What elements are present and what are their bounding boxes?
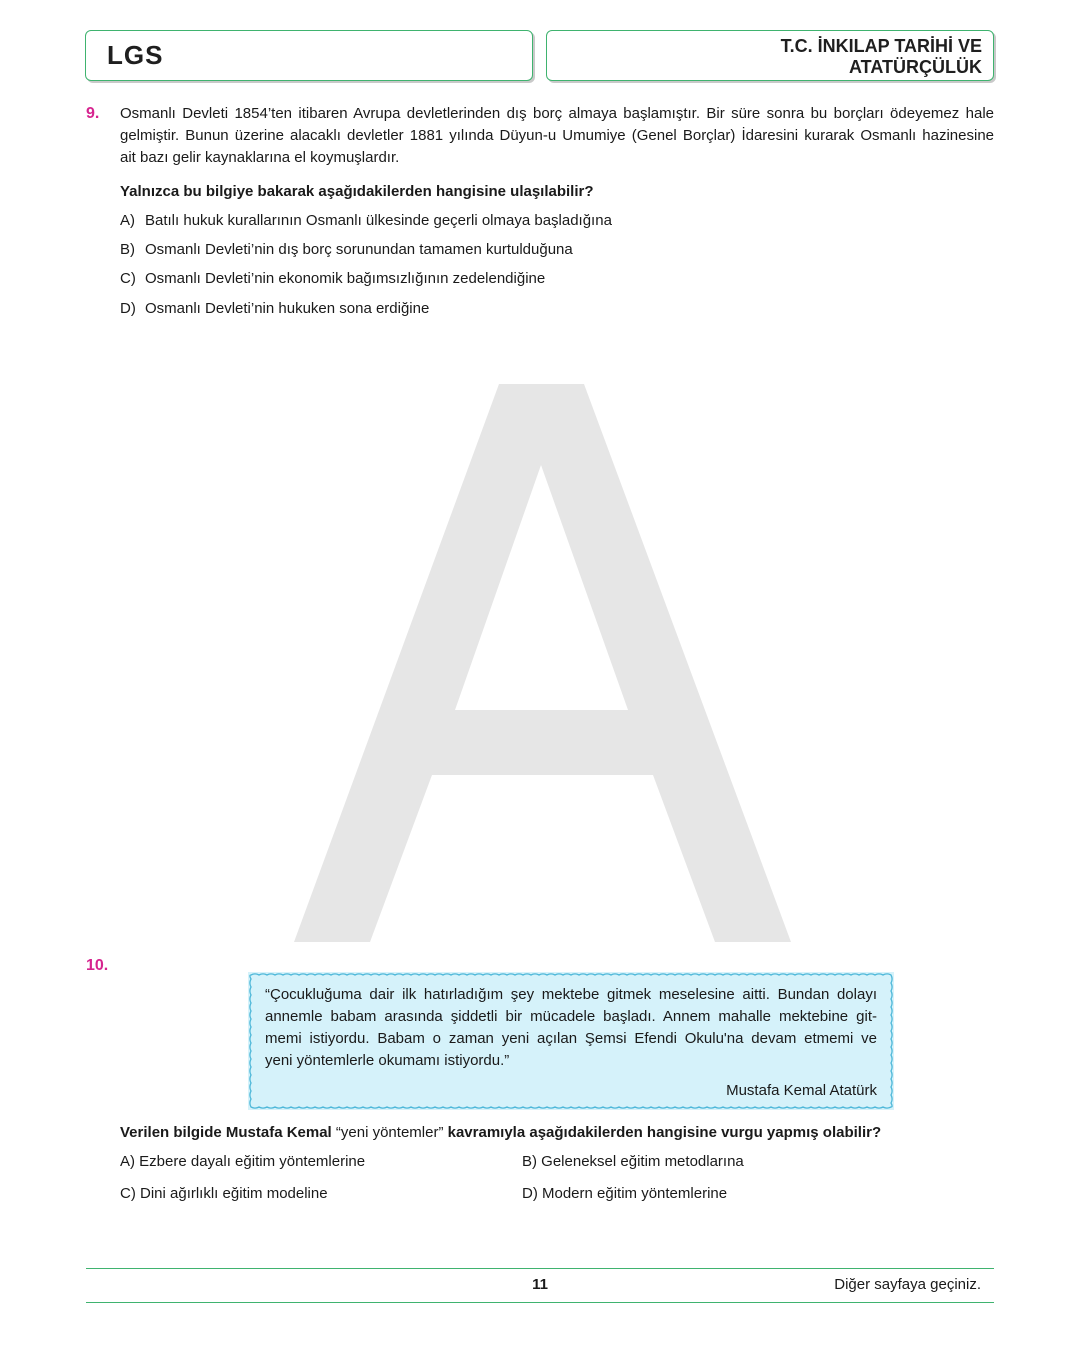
question-9-line-1: Osmanlı Devleti 1854’ten itibaren Avrupa devletlerinden dış borç almaya başlamıştır. Bir süre sonra bu borçları ödeyemez hale	[120, 105, 994, 122]
question-10-ask	[120, 1124, 881, 1141]
subject-line-1: T.C. İNKILAP TARİHİ VE	[780, 36, 982, 56]
watermark-shape	[294, 384, 791, 942]
option-text: Modern eğitim yöntemlerine	[542, 1185, 728, 1202]
question-9-line-2: gelmiştir. Bunun üzerine alacaklı devletler 1881 yılında Düyun-u Umumiye (Genel Borçlar) İdaresini kurarak Osmanlı hazinesine	[120, 127, 994, 144]
page-number: 11	[532, 1276, 548, 1293]
option-text: Batılı hukuk kurallarının Osmanlı ülkesinde geçerli olmaya başladığına	[145, 212, 612, 229]
option-letter: A)	[120, 212, 135, 229]
option-letter: B)	[120, 241, 135, 258]
quote-author: Mustafa Kemal Atatürk	[726, 1082, 877, 1099]
question-10-option-b[interactable]	[522, 1153, 744, 1170]
option-letter: D)	[522, 1185, 538, 1202]
footer-bottom-rule	[86, 1302, 994, 1303]
question-10-option-c[interactable]	[120, 1185, 328, 1202]
quote-line-3: memi istiyordu. Babam o zaman yeni açılan Şemsi Efendi Okulu'na devam etmemi ve	[265, 1030, 877, 1047]
question-9-ask: Yalnızca bu bilgiye bakarak aşağıdakilerden hangisine ulaşılabilir?	[120, 183, 594, 200]
question-9-text	[120, 103, 994, 169]
question-10-ask-part2: kavramıyla aşağıdakilerden hangisine vurgu yapmış olabilir?	[447, 1124, 882, 1141]
quote-line-1: “Çocukluğuma dair ilk hatırladığım şey mektebe gitmek meselesine aitti. Bundan dolayı	[265, 986, 877, 1003]
next-page-note: Diğer sayfaya geçiniz.	[834, 1276, 981, 1293]
option-text: Dini ağırlıklı eğitim modeline	[140, 1185, 328, 1202]
option-text: Ezbere dayalı eğitim yöntemlerine	[139, 1153, 366, 1170]
option-letter: A)	[120, 1153, 135, 1170]
header-subject-box	[546, 30, 994, 81]
option-letter: C)	[120, 270, 136, 287]
question-10-option-d[interactable]	[522, 1185, 727, 1202]
option-text: Osmanlı Devleti’nin ekonomik bağımsızlığının zedelendiğine	[145, 270, 546, 287]
option-letter: D)	[120, 300, 136, 317]
question-9-line-3: ait bazı gelir kaynaklarına el koymuşlardır.	[120, 149, 400, 166]
quote-line-4: yeni yöntemlerle okumamı istiyordu.”	[265, 1052, 510, 1069]
question-10-ask-part1: Verilen bilgide Mustafa Kemal	[120, 1124, 332, 1141]
exam-title: LGS	[107, 40, 164, 70]
header-exam-box	[85, 30, 533, 81]
option-letter: C)	[120, 1185, 136, 1202]
option-text: Geleneksel eğitim metodlarına	[541, 1153, 744, 1170]
quote-text	[265, 984, 877, 1072]
option-text: Osmanlı Devleti’nin dış borç sorunundan tamamen kurtulduğuna	[145, 241, 573, 258]
question-10-number: 10.	[86, 957, 109, 974]
option-text: Osmanlı Devleti’nin hukuken sona erdiğine	[145, 300, 430, 317]
question-10-ask-quote: “yeni yöntemler”	[335, 1124, 444, 1141]
quote-line-2: annemle babam arasında şiddetli bir mücadele başladı. Annem mahalle mektebine git-	[265, 1008, 877, 1025]
question-9-option-b[interactable]	[120, 241, 573, 258]
question-9-option-d[interactable]	[120, 300, 429, 317]
question-9-option-c[interactable]	[120, 270, 545, 287]
question-9-option-a[interactable]	[120, 212, 612, 229]
quote-box	[248, 972, 894, 1110]
footer-top-rule	[86, 1268, 994, 1269]
subject-title	[682, 36, 982, 78]
option-letter: B)	[522, 1153, 537, 1170]
subject-line-2: ATATÜRÇÜLÜK	[849, 57, 982, 77]
question-10-option-a[interactable]	[120, 1153, 365, 1170]
question-9-number: 9.	[86, 105, 100, 122]
